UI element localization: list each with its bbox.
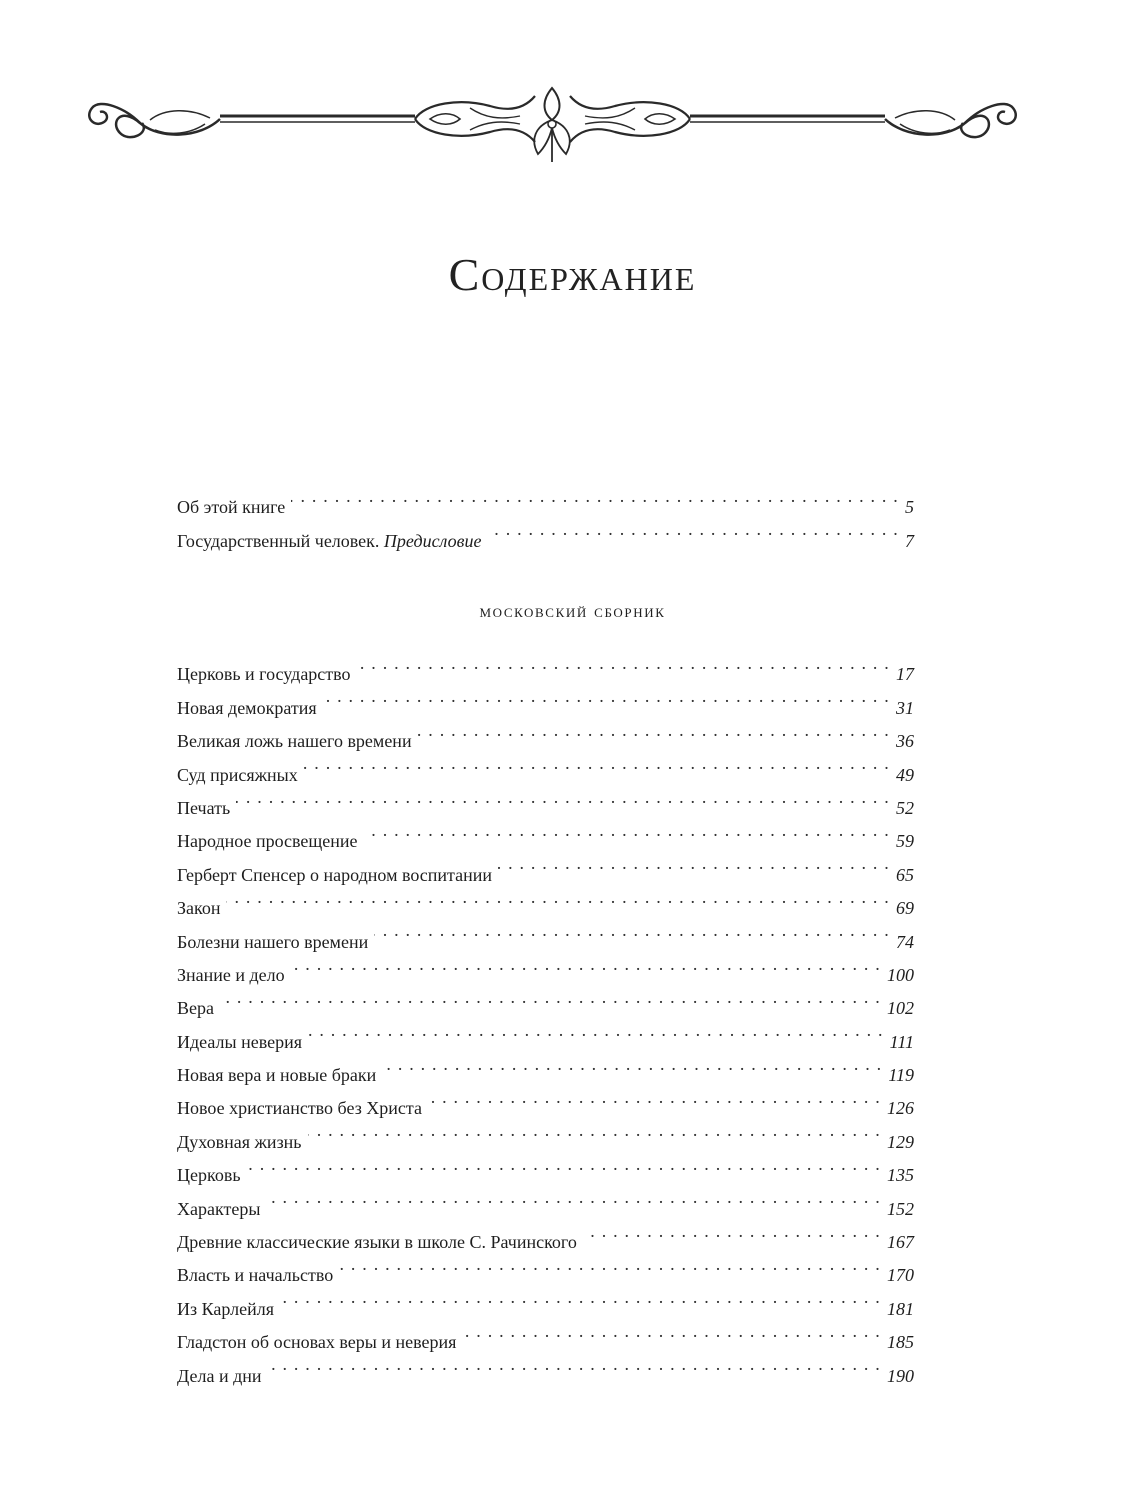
section-heading: московский сборник	[479, 601, 666, 622]
toc-intro-list	[177, 480, 914, 551]
dot-leader	[268, 1348, 881, 1381]
toc-entry-title	[177, 692, 317, 725]
dot-leader	[220, 981, 881, 1014]
toc-entry-title-text: Новая вера и новые браки	[177, 1065, 377, 1086]
toc-entry-title-text: Духовная жизнь	[177, 1131, 302, 1152]
toc-entry-title-text: Об этой книге	[177, 497, 286, 518]
dot-leader	[291, 948, 881, 981]
dot-leader	[308, 1114, 881, 1147]
toc-entry-title-text: Народное просвещение	[177, 831, 358, 852]
toc-entry	[177, 513, 914, 551]
toc-page-number: 65	[896, 864, 914, 885]
toc-entry-title-text: Знание и дело	[177, 964, 285, 985]
toc-entry-title	[177, 792, 230, 825]
toc-section-list	[177, 647, 914, 1386]
toc-entry-title	[177, 1059, 376, 1092]
toc-entry-title	[177, 1193, 260, 1226]
toc-entry	[177, 1148, 914, 1186]
toc-entry	[177, 1315, 914, 1353]
dot-leader	[280, 1281, 881, 1314]
toc-entry-title	[177, 491, 285, 524]
toc-page-number: 59	[896, 831, 914, 852]
toc-entry	[177, 647, 914, 685]
toc-entry-title-text: Государственный человек.	[177, 530, 380, 551]
toc-entry-title-text: Суд присяжных	[177, 764, 298, 785]
toc-entry-title-text: Вера	[177, 998, 214, 1019]
toc-page-number: 102	[887, 998, 914, 1019]
dot-leader	[382, 1048, 882, 1081]
dot-leader	[247, 1148, 881, 1181]
toc-entry-title-text: Болезни нашего времени	[177, 931, 369, 952]
toc-page-number: 5	[905, 497, 914, 518]
toc-entry-title-text: Характеры	[177, 1198, 261, 1219]
toc-entry-title-text: Церковь	[177, 1165, 241, 1186]
toc-entry	[177, 881, 914, 919]
toc-page-number: 170	[887, 1265, 914, 1286]
toc-page-number: 126	[887, 1098, 914, 1119]
toc-page-number: 52	[896, 797, 914, 818]
dot-leader	[226, 881, 890, 914]
toc-entry	[177, 1348, 914, 1386]
toc-entry-title	[177, 892, 220, 925]
toc-page-number: 152	[887, 1198, 914, 1219]
dot-leader	[583, 1215, 881, 1248]
toc-entry	[177, 981, 914, 1019]
toc-page-number: 129	[887, 1131, 914, 1152]
toc-entry	[177, 814, 914, 852]
toc-entry-title-text: Печать	[177, 797, 231, 818]
toc-entry-title-text: Церковь и государство	[177, 664, 351, 685]
toc-entry-title-text: Идеалы неверия	[177, 1031, 303, 1052]
dot-leader	[364, 814, 890, 847]
toc-entry-title	[177, 1293, 274, 1326]
toc-entry-title	[177, 825, 358, 858]
toc-entry-title	[177, 525, 481, 558]
dot-leader	[291, 480, 899, 513]
decorative-ornament-header	[80, 78, 1030, 168]
toc-entry-title-text: Власть и начальство	[177, 1265, 334, 1286]
toc-entry-title-text: Из Карлейля	[177, 1298, 274, 1319]
toc-page-number: 17	[896, 664, 914, 685]
toc-page-number: 7	[905, 530, 914, 551]
toc-entry-subtitle: Предисловие	[383, 530, 482, 551]
toc-page-number: 74	[896, 931, 914, 952]
dot-leader	[462, 1315, 881, 1348]
dot-leader	[308, 1014, 884, 1047]
toc-entry	[177, 1281, 914, 1319]
toc-page-number: 190	[887, 1365, 914, 1386]
dot-leader	[487, 513, 899, 546]
toc-page-number: 111	[889, 1031, 914, 1052]
dot-leader	[498, 847, 890, 880]
toc-entry-title-text: Закон	[177, 898, 221, 919]
toc-entry-title-text: Дела и дни	[177, 1365, 262, 1386]
toc-entry	[177, 914, 914, 952]
dot-leader	[418, 714, 890, 747]
toc-page-number: 31	[896, 697, 914, 718]
page-title: Содержание	[448, 249, 697, 300]
toc-entry	[177, 781, 914, 818]
toc-page-number: 135	[887, 1165, 914, 1186]
toc-entry-title	[177, 1360, 262, 1393]
toc-page-number: 185	[887, 1332, 914, 1353]
dot-leader	[304, 747, 890, 780]
dot-leader	[428, 1081, 881, 1114]
toc-entry-title	[177, 992, 214, 1025]
toc-entry-title	[177, 1159, 241, 1192]
toc-page-number: 167	[887, 1232, 914, 1253]
toc-entry-title-text: Новое христианство без Христа	[177, 1098, 422, 1119]
dot-leader	[339, 1248, 881, 1281]
toc-page-number: 100	[887, 964, 914, 985]
dot-leader	[374, 914, 890, 947]
toc-entry-title-text: Гладстон об основах веры и неверия	[177, 1332, 457, 1353]
toc-entry	[177, 1014, 914, 1052]
dot-leader	[266, 1181, 881, 1214]
toc-entry	[177, 1181, 914, 1219]
dot-leader	[236, 781, 890, 814]
dot-leader	[357, 647, 890, 680]
toc-page-number: 119	[888, 1065, 914, 1086]
toc-entry	[177, 480, 914, 518]
toc-entry-title	[177, 1026, 302, 1059]
toc-entry-title-text: Великая ложь нашего времени	[177, 731, 412, 752]
toc-entry	[177, 1215, 914, 1253]
toc-page-number: 36	[896, 731, 914, 752]
toc-entry-title-text: Древние классические языки в школе С. Рачинского	[177, 1232, 577, 1253]
dot-leader	[323, 680, 890, 713]
toc-entry-title-text: Герберт Спенсер о народном воспитании	[177, 864, 493, 885]
toc-page-number: 69	[896, 898, 914, 919]
toc-page-number: 49	[896, 764, 914, 785]
toc-page-number: 181	[887, 1298, 914, 1319]
toc-entry-title-text: Новая демократия	[177, 697, 317, 718]
